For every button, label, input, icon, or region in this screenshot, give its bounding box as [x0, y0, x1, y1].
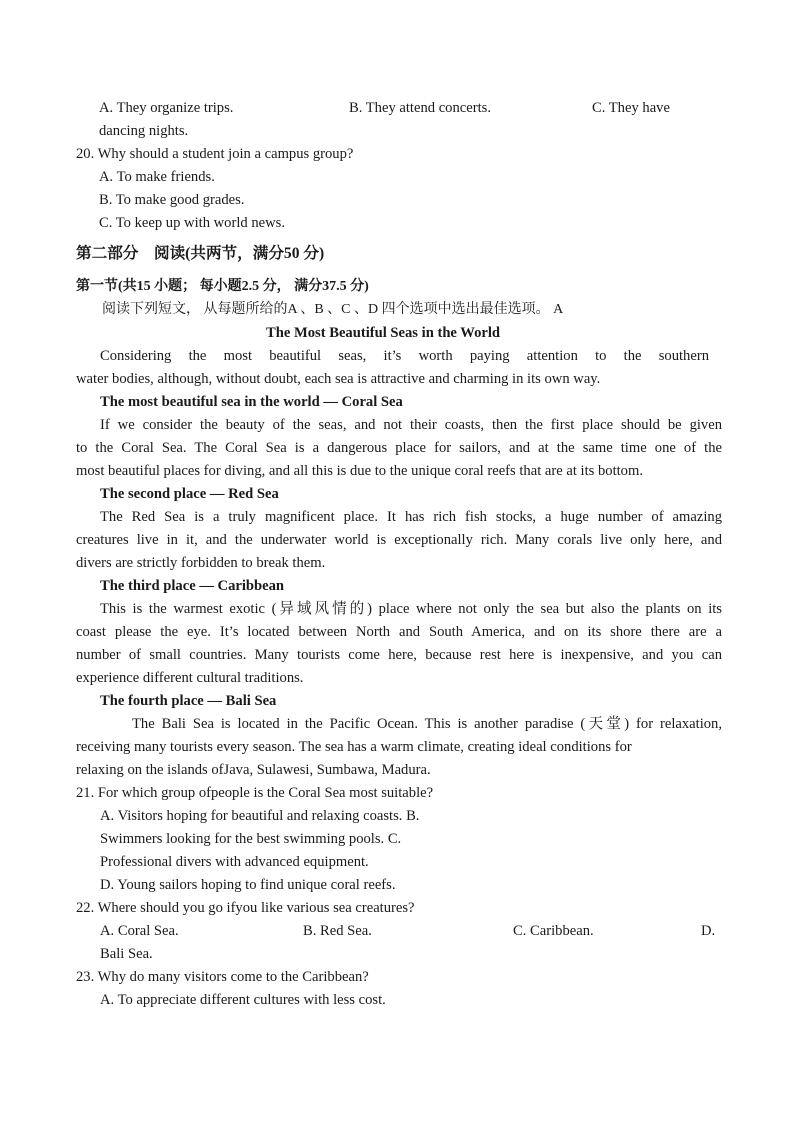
caribbean-line-2: coast please the eye. It’s located between North and South America, and on its shore there are a: [76, 624, 722, 640]
bali-line-1: The Bali Sea is located in the Pacific Ocean. This is another paradise (天堂) for relaxation,: [132, 716, 722, 732]
q23-question: 23. Why do many visitors come to the Caribbean?: [76, 969, 369, 985]
q20-option-b: B. To make good grades.: [99, 192, 245, 208]
q21-line-d: D. Young sailors hoping to find unique coral reefs.: [100, 877, 396, 893]
caribbean-line-4: experience different cultural traditions.: [76, 670, 304, 686]
heading-bali-sea: The fourth place — Bali Sea: [100, 693, 277, 709]
passage-title: The Most Beautiful Seas in the World: [265, 325, 501, 341]
q19-option-a: A. They organize trips.: [99, 100, 234, 116]
red-line-2: creatures live in it, and the underwater world is exceptionally rich. Many corals live only here, and: [76, 532, 722, 548]
q19-option-c: C. They have: [592, 100, 670, 116]
heading-red-sea: The second place — Red Sea: [100, 486, 279, 502]
red-line-3: divers are strictly forbidden to break them.: [76, 555, 326, 571]
q21-line-b: Swimmers looking for the best swimming pools. C.: [100, 831, 402, 847]
q20-question: 20. Why should a student join a campus group?: [76, 146, 354, 162]
section-title: 第二部分 阅读(共两节，满分50 分): [76, 245, 325, 262]
q21-question: 21. For which group ofpeople is the Coral Sea most suitable?: [76, 785, 434, 801]
heading-coral-sea: The most beautiful sea in the world — Coral Sea: [100, 394, 403, 410]
q19-option-b: B. They attend concerts.: [349, 100, 491, 116]
bali-line-2: receiving many tourists every season. The sea has a warm climate, creating ideal conditions for: [76, 739, 632, 755]
q22-option-d-cont: Bali Sea.: [100, 946, 153, 962]
coral-line-3: most beautiful places for diving, and all this is due to the unique coral reefs that are at its bottom.: [76, 463, 643, 479]
q22-option-b: B. Red Sea.: [303, 923, 372, 939]
q21-line-c: Professional divers with advanced equipment.: [100, 854, 369, 870]
q19-option-c-cont: dancing nights.: [99, 123, 189, 139]
heading-caribbean: The third place — Caribbean: [100, 578, 285, 594]
caribbean-line-1: This is the warmest exotic (异域风情的) place where not only the sea but also the plants on its: [100, 601, 722, 617]
q22-question: 22. Where should you go ifyou like various sea creatures?: [76, 900, 415, 916]
intro-line-1: Considering the most beautiful seas, it’s worth paying attention to the southern: [100, 348, 709, 364]
q22-option-d: D.: [701, 923, 716, 939]
q22-option-a: A. Coral Sea.: [100, 923, 179, 939]
intro-line-2: water bodies, although, without doubt, each sea is attractive and charming in its own way.: [76, 371, 601, 387]
q22-option-c: C. Caribbean.: [513, 923, 594, 939]
coral-line-1: If we consider the beauty of the seas, and not their coasts, then the first place should be given: [100, 417, 722, 433]
coral-line-2: to the Coral Sea. The Coral Sea is a dangerous place for sailors, and at the same time one of the: [76, 440, 722, 456]
q21-line-a: A. Visitors hoping for beautiful and relaxing coasts. B.: [100, 808, 420, 824]
q20-option-c: C. To keep up with world news.: [99, 215, 285, 231]
q23-option-a: A. To appreciate different cultures with less cost.: [100, 992, 386, 1008]
instruction: 阅读下列短文， 从每题所给的A 、B 、C 、D 四个选项中选出最佳选项。 A: [102, 302, 564, 317]
red-line-1: The Red Sea is a truly magnificent place. It has rich fish stocks, a huge number of amazing: [100, 509, 722, 525]
bali-line-3: relaxing on the islands ofJava, Sulawesi, Sumbawa, Madura.: [76, 762, 431, 778]
caribbean-line-3: number of small countries. Many tourists come here, because rest here is inexpensive, and you can: [76, 647, 722, 663]
part1-title: 第一节(共15 小题； 每小题2.5 分， 满分37.5 分): [76, 279, 369, 294]
q20-option-a: A. To make friends.: [99, 169, 215, 185]
